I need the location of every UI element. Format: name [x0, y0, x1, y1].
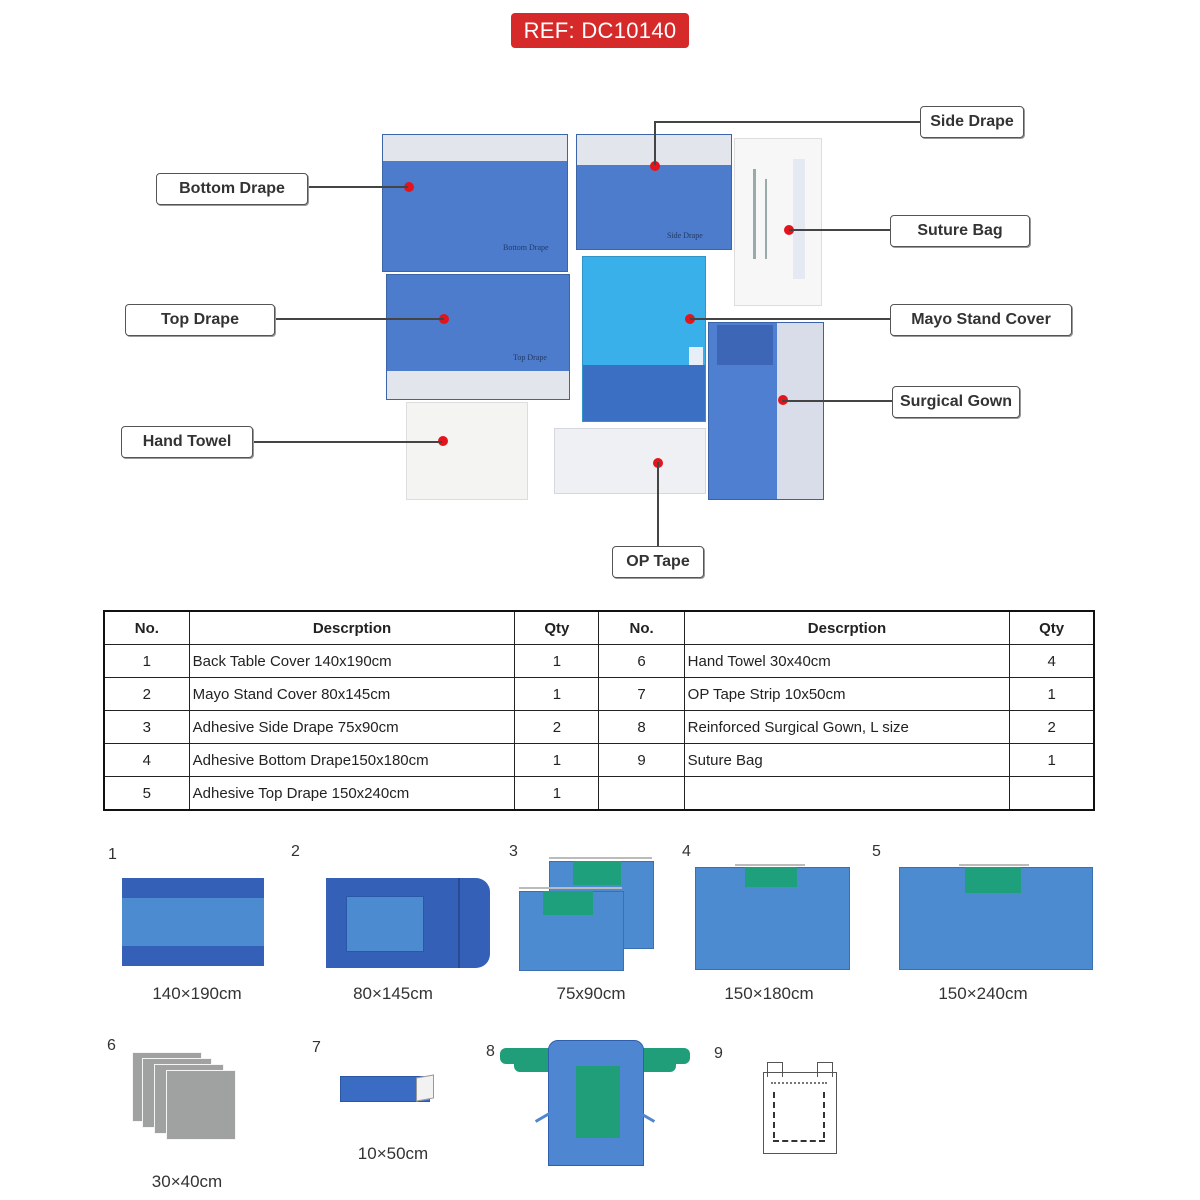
- item-qty: 4: [1010, 645, 1094, 678]
- suture-bag-callout: Suture Bag: [890, 215, 1030, 247]
- table-row: [104, 744, 1094, 777]
- item-description: Adhesive Top Drape 150x240cm: [189, 777, 515, 811]
- bottom-drape-photo: [382, 134, 568, 272]
- item-qty: 1: [515, 777, 599, 811]
- surgical-gown-diagram: [500, 1040, 690, 1164]
- side-drape-leader-vertical: [654, 121, 656, 165]
- diagram-number: 3: [509, 843, 518, 860]
- diagram-number: 5: [872, 843, 881, 860]
- diagram-number: 4: [682, 843, 691, 860]
- surgical-gown-callout: Surgical Gown: [892, 386, 1020, 418]
- table-row: [104, 645, 1094, 678]
- mayo-stand-cover-leader: [690, 318, 890, 320]
- item-no: 7: [599, 678, 684, 711]
- item-qty: 1: [1010, 678, 1094, 711]
- item-no: 6: [599, 645, 684, 678]
- header-qty: Qty: [1010, 611, 1094, 645]
- item-description: Mayo Stand Cover 80x145cm: [189, 678, 515, 711]
- empty-cell: [1010, 777, 1094, 811]
- table-header-row: [104, 611, 1094, 645]
- surgical-gown-photo: [708, 322, 824, 500]
- item-description: Suture Bag: [684, 744, 1010, 777]
- side-drape-diagram: [519, 857, 654, 973]
- side-drape-callout: Side Drape: [920, 106, 1024, 138]
- item-qty: 1: [1010, 744, 1094, 777]
- op-tape-leader: [657, 462, 659, 546]
- top-drape-callout: Top Drape: [125, 304, 275, 336]
- diagram-number: 9: [714, 1045, 723, 1062]
- diagram-number: 2: [291, 843, 300, 860]
- diagram-number: 1: [108, 846, 117, 863]
- table-row: [104, 777, 1094, 811]
- top-drape-leader: [274, 318, 444, 320]
- back-table-cover-diagram: [122, 878, 264, 966]
- diagram-caption: 150×240cm: [938, 984, 1028, 1003]
- op-tape-callout: OP Tape: [612, 546, 704, 578]
- bottom-drape-leader: [306, 186, 408, 188]
- diagram-caption: 150×180cm: [724, 984, 814, 1003]
- header-description: Descrption: [684, 611, 1010, 645]
- item-description: Adhesive Bottom Drape150x180cm: [189, 744, 515, 777]
- diagram-number: 7: [312, 1039, 321, 1056]
- contents-table: [103, 610, 1095, 811]
- mayo-stand-cover-photo: [582, 256, 706, 422]
- header-no: No.: [104, 611, 189, 645]
- table-row: [104, 678, 1094, 711]
- item-qty: 2: [515, 711, 599, 744]
- header-no: No.: [599, 611, 684, 645]
- bottom-drape-diagram: [695, 864, 848, 968]
- op-tape-diagram: [340, 1076, 435, 1102]
- empty-cell: [599, 777, 684, 811]
- table-row: [104, 711, 1094, 744]
- item-qty: 1: [515, 678, 599, 711]
- diagram-number: 8: [486, 1043, 495, 1060]
- item-no: 9: [599, 744, 684, 777]
- hand-towel-diagram: [132, 1052, 240, 1138]
- ref-badge: REF: DC10140: [511, 13, 689, 48]
- header-description: Descrption: [189, 611, 515, 645]
- mayo-stand-cover-diagram: [326, 878, 490, 968]
- item-no: 2: [104, 678, 189, 711]
- empty-cell: [684, 777, 1010, 811]
- item-description: OP Tape Strip 10x50cm: [684, 678, 1010, 711]
- top-drape-photo: [386, 274, 570, 400]
- diagram-caption: 80×145cm: [353, 984, 433, 1003]
- item-no: 4: [104, 744, 189, 777]
- top-drape-photo-label: Top Drape: [513, 353, 547, 362]
- item-no: 8: [599, 711, 684, 744]
- hand-towel-leader: [251, 441, 442, 443]
- item-description: Reinforced Surgical Gown, L size: [684, 711, 1010, 744]
- surgical-gown-leader: [782, 400, 892, 402]
- bottom-drape-callout: Bottom Drape: [156, 173, 308, 205]
- suture-bag-photo: [734, 138, 822, 306]
- item-qty: 1: [515, 645, 599, 678]
- item-qty: 2: [1010, 711, 1094, 744]
- diagram-caption: 140×190cm: [152, 984, 242, 1003]
- top-drape-diagram: [899, 864, 1093, 968]
- diagram-caption: 30×40cm: [151, 1172, 223, 1191]
- op-tape-photo: [554, 428, 706, 494]
- item-description: Adhesive Side Drape 75x90cm: [189, 711, 515, 744]
- hand-towel-callout: Hand Towel: [121, 426, 253, 458]
- item-no: 1: [104, 645, 189, 678]
- item-no: 3: [104, 711, 189, 744]
- item-no: 5: [104, 777, 189, 811]
- hand-towel-photo: [406, 402, 528, 500]
- suture-bag-diagram: [763, 1062, 837, 1154]
- bottom-drape-photo-label: Bottom Drape: [503, 243, 549, 252]
- mayo-stand-cover-callout: Mayo Stand Cover: [890, 304, 1072, 336]
- side-drape-leader: [654, 121, 920, 123]
- item-description: Back Table Cover 140x190cm: [189, 645, 515, 678]
- diagram-number: 6: [107, 1037, 116, 1054]
- header-qty: Qty: [515, 611, 599, 645]
- side-drape-photo-label: Side Drape: [667, 231, 703, 240]
- diagram-caption: 10×50cm: [357, 1144, 429, 1163]
- diagram-caption: 75x90cm: [556, 984, 626, 1003]
- item-qty: 1: [515, 744, 599, 777]
- suture-bag-leader: [789, 229, 890, 231]
- item-description: Hand Towel 30x40cm: [684, 645, 1010, 678]
